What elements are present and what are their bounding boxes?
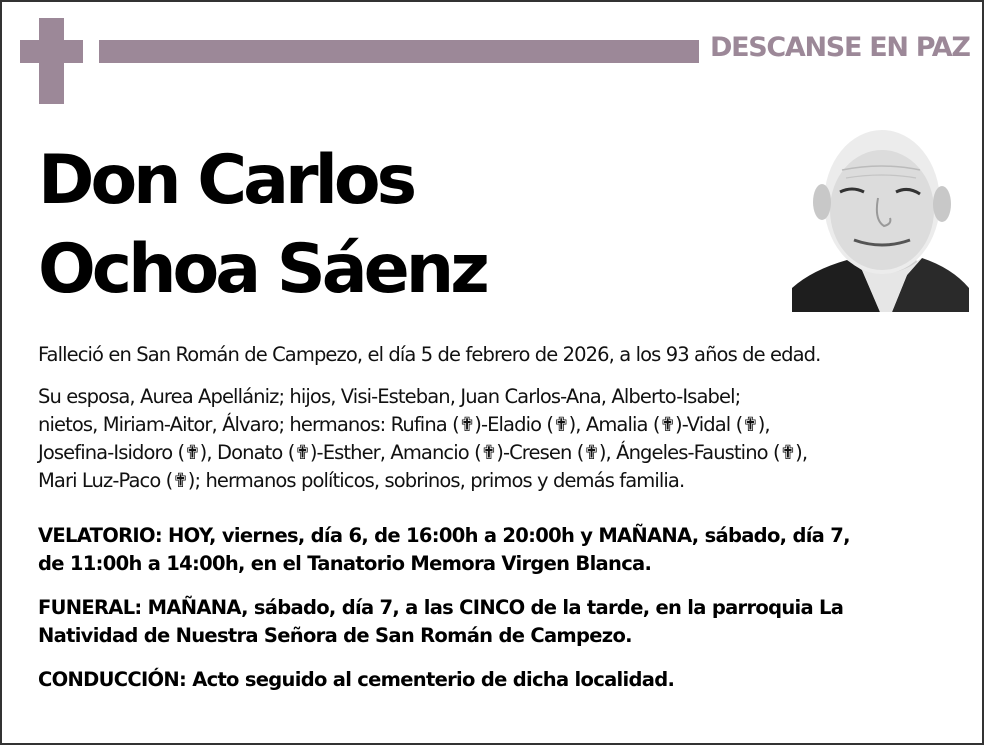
wake-info bbox=[38, 522, 958, 578]
funeral-info bbox=[38, 594, 958, 650]
deceased-name bbox=[38, 136, 486, 314]
family-line: Mari Luz-Paco (✟); hermanos políticos, sobrinos, primos y demás familia. bbox=[38, 469, 685, 492]
family-list bbox=[38, 383, 958, 495]
family-line: nietos, Miriam-Aitor, Álvaro; hermanos: Rufina (✟)-Eladio (✟), Amalia (✟)-Vidal (✟), bbox=[38, 413, 770, 436]
latin-cross-icon-arm bbox=[20, 40, 83, 63]
deceased-portrait-photo bbox=[792, 110, 969, 312]
deceased-name-line2: Ochoa Sáenz bbox=[38, 230, 486, 309]
rest-in-peace-heading: DESCANSE EN PAZ bbox=[710, 32, 970, 63]
funeral-line: Natividad de Nuestra Señora de San Román de Campezo. bbox=[38, 624, 632, 647]
death-notice: Falleció en San Román de Campezo, el día 5 de febrero de 2026, a los 93 años de edad. bbox=[38, 343, 821, 366]
wake-line: VELATORIO: HOY, viernes, día 6, de 16:00h a 20:00h y MAÑANA, sábado, día 7, bbox=[38, 524, 850, 547]
funeral-line: FUNERAL: MAÑANA, sábado, día 7, a las CINCO de la tarde, en la parroquia La bbox=[38, 596, 844, 619]
deceased-name-line1: Don Carlos bbox=[38, 141, 414, 220]
wake-line: de 11:00h a 14:00h, en el Tanatorio Memora Virgen Blanca. bbox=[38, 552, 652, 575]
header-divider-bar bbox=[99, 40, 699, 63]
family-line: Su esposa, Aurea Apellániz; hijos, Visi-Esteban, Juan Carlos-Ana, Alberto-Isabel; bbox=[38, 385, 741, 408]
procession-info bbox=[38, 666, 958, 694]
procession-line: CONDUCCIÓN: Acto seguido al cementerio de dicha localidad. bbox=[38, 668, 675, 691]
portrait-photo-icon bbox=[792, 110, 969, 312]
family-line: Josefina-Isidoro (✟), Donato (✟)-Esther, Amancio (✟)-Cresen (✟), Ángeles-Faustino (✟), bbox=[38, 441, 808, 464]
